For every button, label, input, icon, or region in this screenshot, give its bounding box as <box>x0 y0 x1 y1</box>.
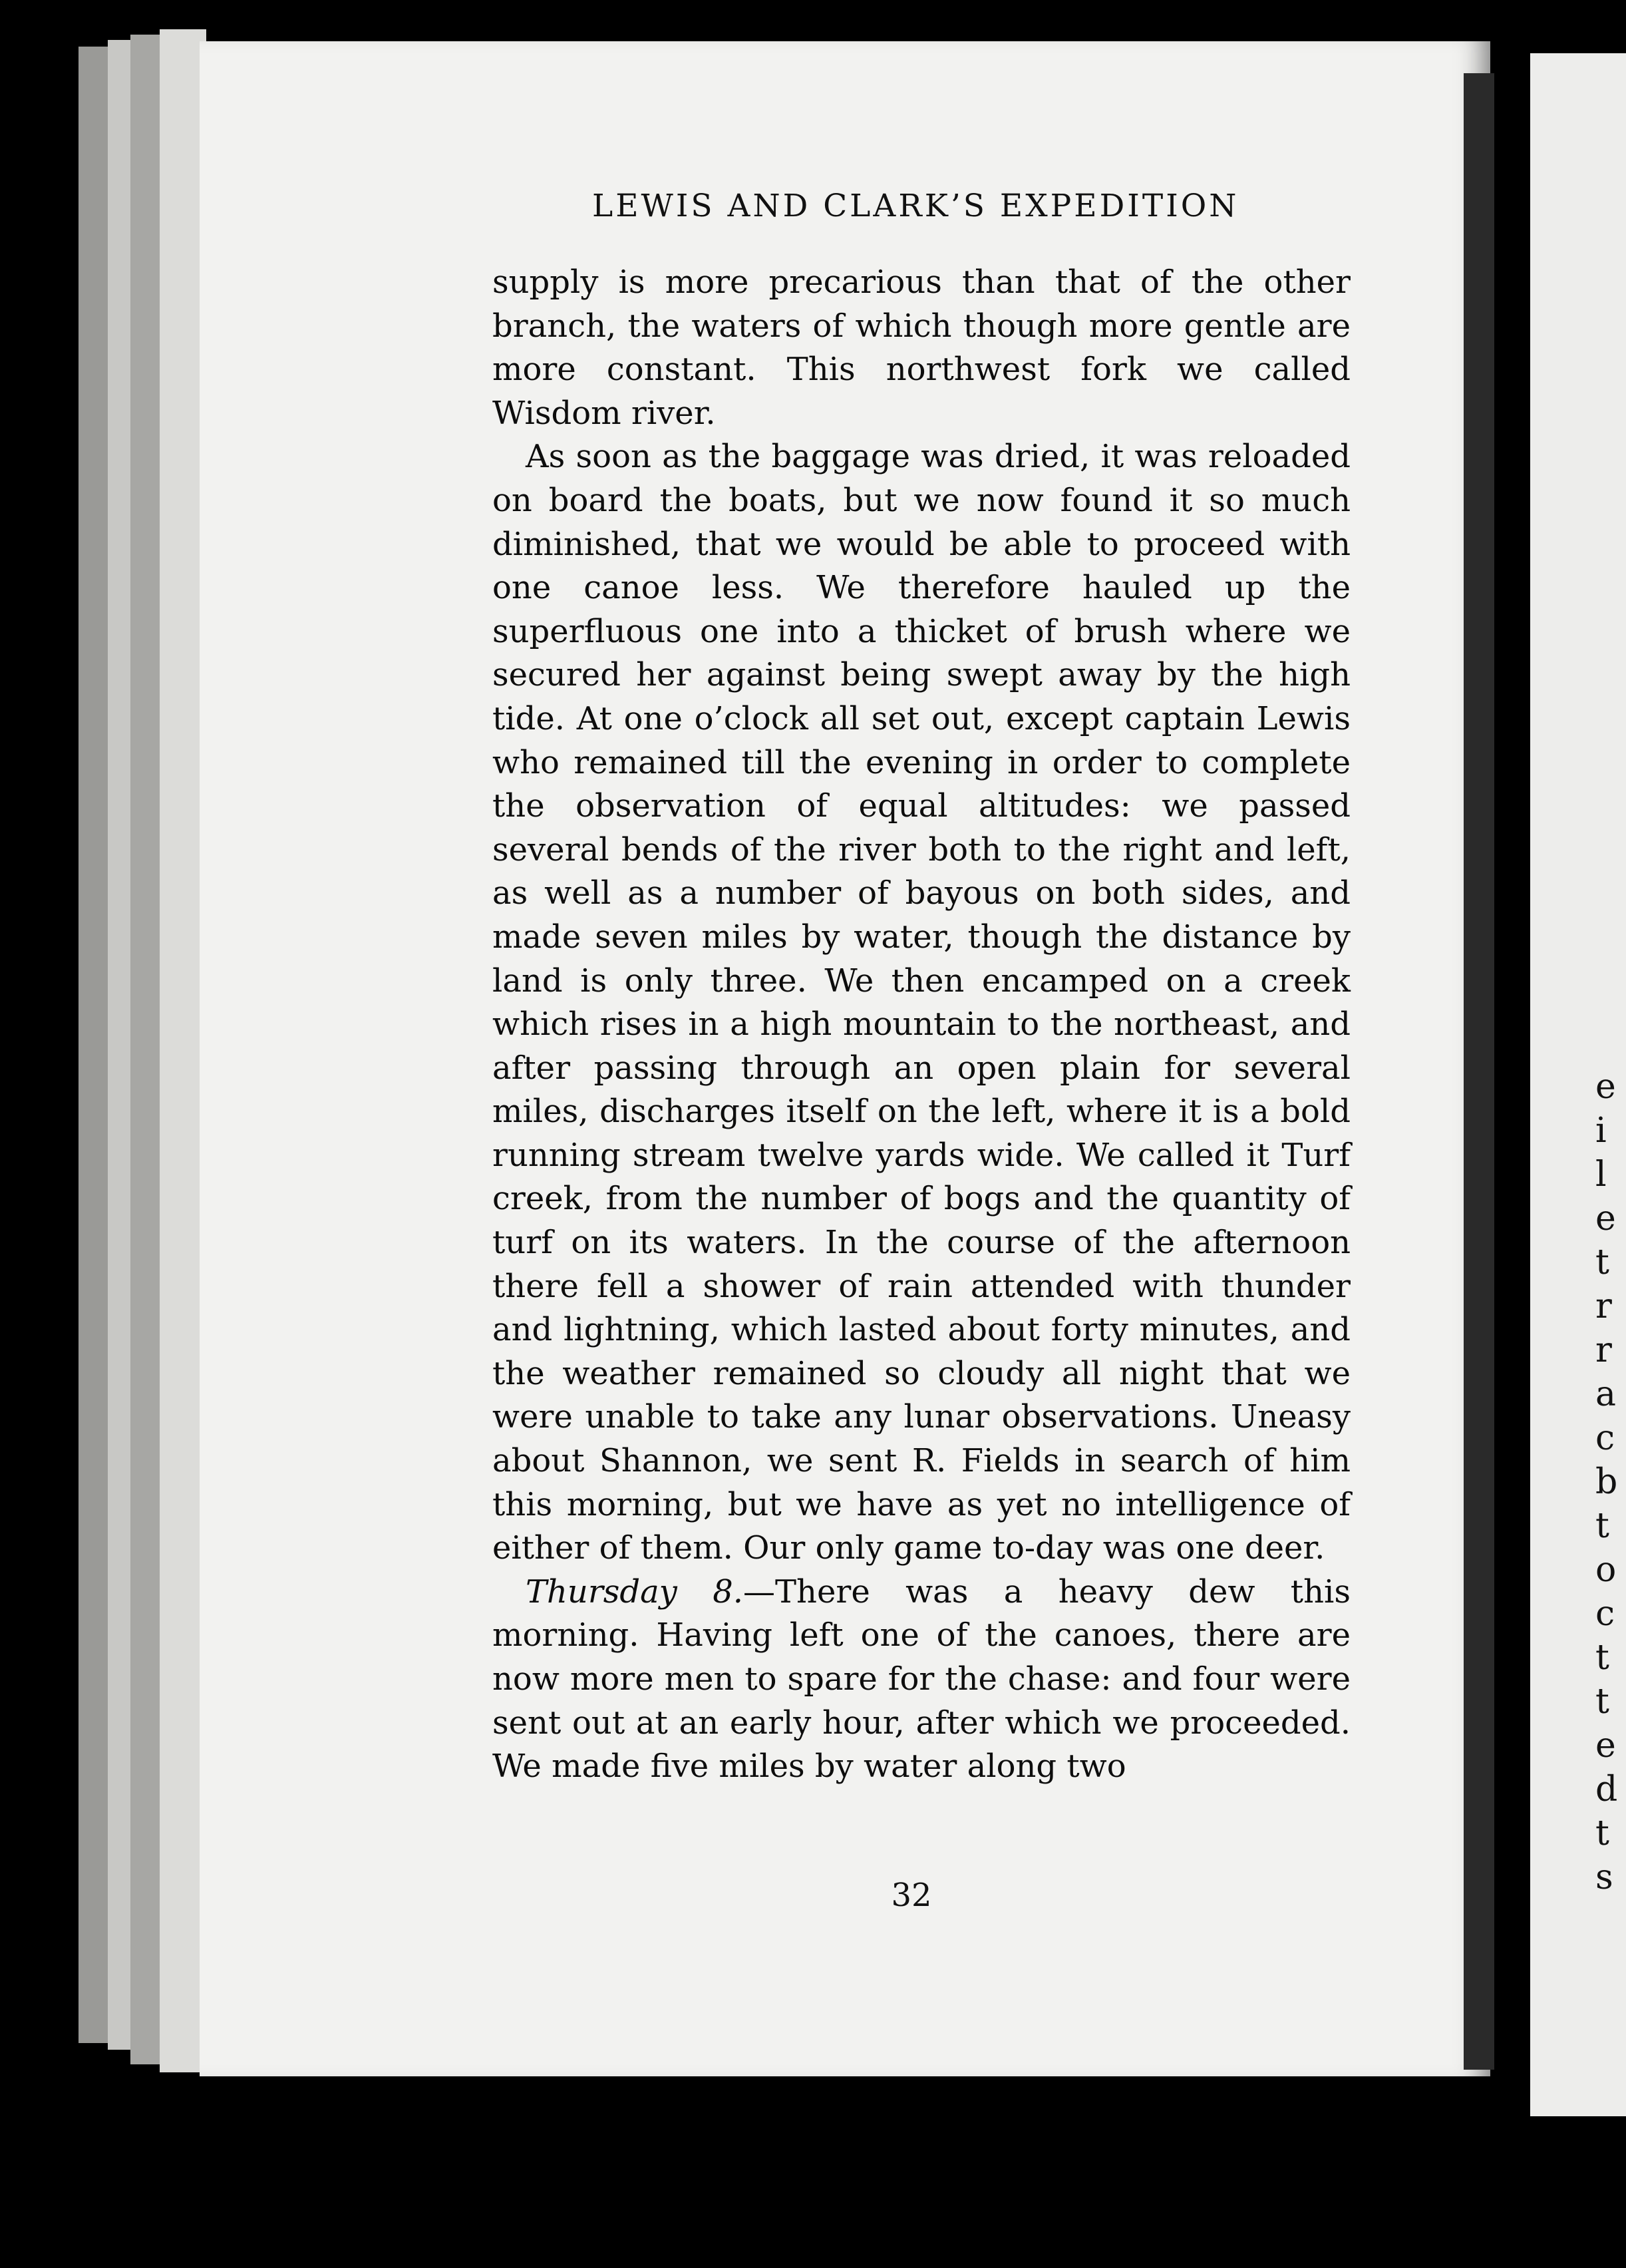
page-body-text <box>492 261 1351 1789</box>
facing-page-text-fragments: e i l e t r r a c b t o c t t e d t s <box>1595 1067 1618 1897</box>
paragraph-1: supply is more precarious than that of the other branch, the waters of which though more gentle are more constant. This northwest fork we called Wisdom river. <box>492 264 1351 432</box>
page-number: 32 <box>891 1877 932 1914</box>
paragraph-3 <box>492 1571 1351 1789</box>
dateline: Thursday 8. <box>526 1573 744 1610</box>
paragraph-2: As soon as the baggage was dried, it was reloaded on board the boats, but we now found it so much diminished, that we would be able to proceed with one canoe less. We therefore hauled up the superfluous one into a thicket of brush where we secured her against being swept away by the high tide. At one o’clock all set out, except captain Lewis who remained till the evening in order to complete the observation of equal altitudes: we passed several bends of the river both to the right and left, as well as a number of bayous on both sides, and made seven miles by water, though the distance by land is only three. We then encamped on a creek which rises in a high mountain to the northeast, and after passing through an open plain for several miles, discharges itself on the left, where it is a bold running stream twelve yards wide. We called it Turf creek, from the number of bogs and the quantity of turf on its waters. In the course of the afternoon there fell a shower of rain attended with thunder and lightning, which lasted about forty minutes, and the weather remained so cloudy all night that we were unable to take any lunar observations. Uneasy about Shannon, we sent R. Fields in search of him this morning, but we have as yet no intelligence of either of them. Our only game to-day was one deer. <box>492 438 1351 1567</box>
running-header: LEWIS AND CLARK’S EXPEDITION <box>592 188 1239 224</box>
book-gutter <box>1464 73 1494 2070</box>
paragraph-3-text: —There was a heavy dew this morning. Having left one of the canoes, there are now more men to spare for the chase: and four were sent out at an early hour, after which we proceeded. We made five miles by water along two <box>492 1573 1351 1786</box>
